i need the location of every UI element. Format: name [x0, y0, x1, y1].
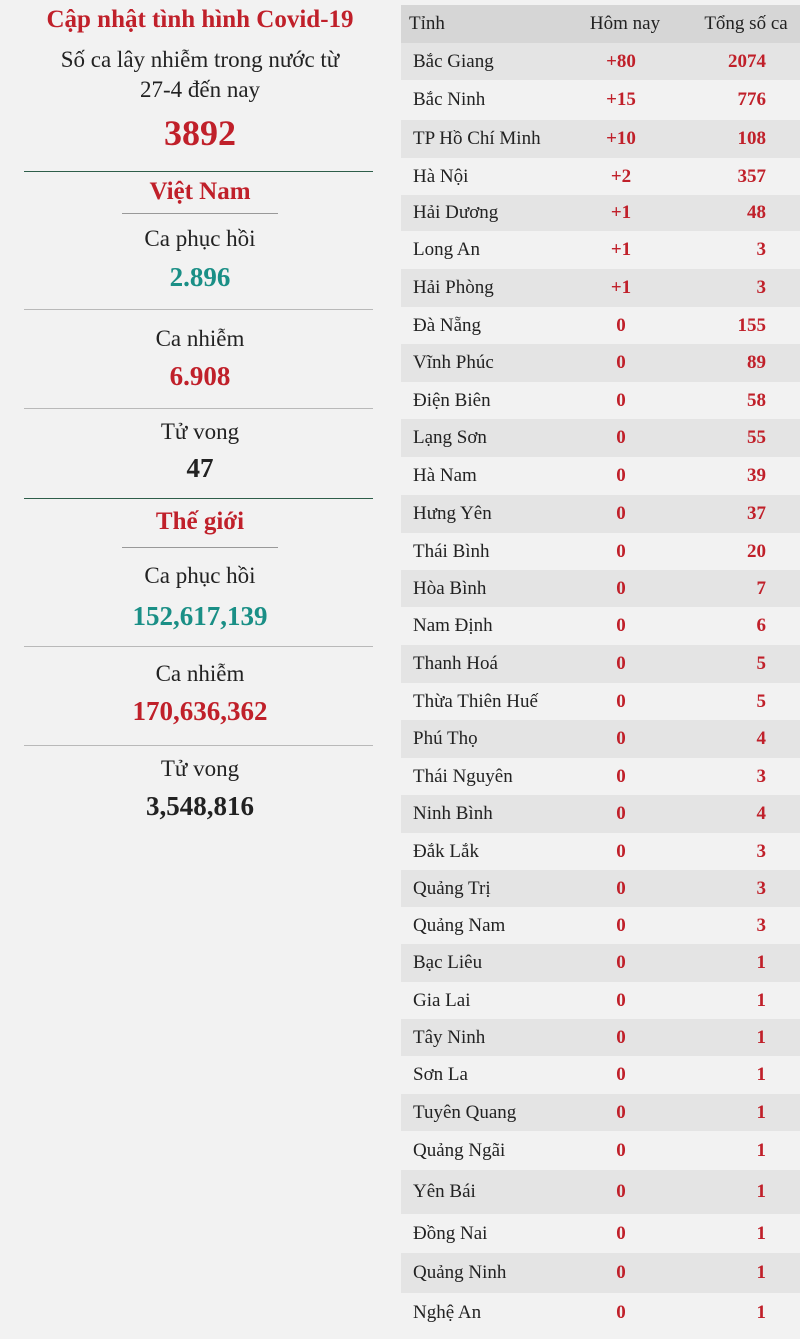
divider	[122, 547, 278, 548]
subtitle-line-1: Số ca lây nhiễm trong nước từ	[60, 47, 340, 72]
total-cell: 55	[747, 427, 766, 448]
world-recovered-value: 152,617,139	[132, 601, 268, 631]
total-cell: 1	[756, 1101, 766, 1123]
today-cell: +10	[606, 128, 636, 149]
table-row	[401, 833, 800, 870]
table-row	[401, 1293, 800, 1332]
province-cell: Tuyên Quang	[413, 1101, 517, 1123]
province-cell: Phú Thọ	[413, 728, 478, 749]
total-cell: 37	[747, 503, 766, 524]
world-heading: Thế giới	[155, 508, 245, 535]
total-cell: 1	[756, 1139, 766, 1161]
total-cell: 155	[737, 314, 766, 336]
table-row	[401, 195, 800, 231]
today-cell: 0	[616, 877, 626, 899]
today-cell: +15	[606, 89, 636, 110]
province-cell: Hòa Bình	[413, 577, 487, 599]
divider	[24, 171, 373, 172]
today-cell: 0	[616, 803, 626, 824]
total-cell: 39	[747, 465, 766, 486]
today-cell: 0	[616, 465, 626, 486]
table-row	[401, 344, 800, 382]
total-cell: 776	[737, 89, 766, 110]
total-cell: 3	[756, 239, 766, 260]
province-cell: Hà Nam	[413, 465, 477, 486]
table-row	[401, 80, 800, 120]
total-cell: 6	[756, 615, 766, 636]
today-cell: 0	[616, 540, 626, 562]
vn-infected-label: Ca nhiễm	[155, 326, 245, 351]
vn-recovered-value: 2.896	[169, 262, 231, 292]
table-row	[401, 982, 800, 1019]
today-cell: 0	[616, 352, 626, 373]
total-cell: 1	[756, 1301, 766, 1323]
world-infected-label: Ca nhiễm	[155, 661, 245, 686]
vn-deaths-label: Tử vong	[160, 419, 240, 444]
table-row	[401, 231, 800, 269]
province-cell: TP Hồ Chí Minh	[413, 128, 541, 149]
world-recovered-label: Ca phục hồi	[144, 563, 256, 588]
total-cell: 3	[756, 914, 766, 936]
world-deaths-label: Tử vong	[160, 756, 240, 781]
today-cell: 0	[616, 840, 626, 862]
province-cell: Yên Bái	[413, 1181, 476, 1202]
today-cell: 0	[616, 314, 626, 336]
province-cell: Lạng Sơn	[413, 427, 487, 448]
table-row	[401, 683, 800, 720]
province-cell: Hà Nội	[413, 165, 469, 187]
total-cell: 3	[756, 877, 766, 899]
province-cell: Vĩnh Phúc	[413, 352, 494, 373]
table-row	[401, 43, 800, 80]
domestic-total: 3892	[164, 113, 236, 153]
today-cell: 0	[616, 690, 626, 712]
province-cell: Ninh Bình	[413, 803, 493, 824]
province-cell: Sơn La	[413, 1064, 468, 1085]
today-cell: 0	[616, 427, 626, 448]
vn-infected-value: 6.908	[169, 361, 231, 391]
total-cell: 7	[756, 577, 766, 599]
province-cell: Đắk Lắk	[413, 840, 479, 862]
province-cell: Đà Nẵng	[413, 314, 482, 336]
table-row	[401, 1056, 800, 1094]
table-row	[401, 158, 800, 195]
today-cell: 0	[616, 389, 626, 411]
table-header	[401, 5, 800, 43]
table-row	[401, 533, 800, 570]
today-cell: +1	[610, 202, 632, 223]
world-infected-value: 170,636,362	[132, 696, 268, 726]
table-body	[401, 43, 800, 1332]
table-row	[401, 1253, 800, 1293]
total-cell: 1	[756, 1222, 766, 1244]
province-cell: Đồng Nai	[413, 1222, 488, 1244]
table-row	[401, 1131, 800, 1170]
province-cell: Hải Phòng	[413, 277, 494, 298]
today-cell: 0	[616, 989, 626, 1011]
total-cell: 4	[756, 728, 766, 749]
total-cell: 48	[747, 202, 766, 223]
today-cell: 0	[616, 765, 626, 787]
today-cell: 0	[616, 503, 626, 524]
table-row	[401, 1170, 800, 1214]
total-cell: 108	[737, 128, 766, 149]
total-cell: 4	[756, 803, 766, 824]
today-cell: 0	[616, 1101, 626, 1123]
table-row	[401, 419, 800, 457]
total-cell: 1	[756, 1262, 766, 1283]
table-row	[401, 758, 800, 795]
today-cell: +2	[610, 165, 632, 187]
today-cell: 0	[616, 1301, 626, 1323]
province-cell: Tây Ninh	[413, 1026, 486, 1048]
table-row	[401, 1214, 800, 1253]
table-row	[401, 570, 800, 607]
vn-deaths-value: 47	[186, 453, 214, 483]
total-cell: 3	[756, 765, 766, 787]
today-cell: 0	[616, 1262, 626, 1283]
table-row	[401, 795, 800, 833]
table-row	[401, 720, 800, 758]
subtitle	[0, 45, 400, 105]
total-cell: 5	[756, 690, 766, 712]
subtitle-line-2: 27-4 đến nay	[139, 77, 261, 102]
today-cell: 0	[616, 1064, 626, 1085]
province-cell: Điện Biên	[413, 389, 491, 411]
province-cell: Hải Dương	[413, 202, 499, 223]
province-cell: Bắc Giang	[413, 50, 494, 72]
divider	[122, 213, 278, 214]
table-row	[401, 944, 800, 982]
province-cell: Gia Lai	[413, 989, 471, 1011]
table-row	[401, 907, 800, 944]
province-cell: Thái Bình	[413, 540, 490, 562]
divider	[24, 408, 373, 409]
today-cell: 0	[616, 728, 626, 749]
total-cell: 1	[756, 1181, 766, 1202]
vn-recovered-label: Ca phục hồi	[144, 226, 256, 251]
table-row	[401, 645, 800, 683]
province-cell: Nghệ An	[413, 1301, 482, 1323]
table-row	[401, 607, 800, 645]
total-cell: 2074	[728, 50, 766, 72]
world-deaths-value: 3,548,816	[146, 791, 254, 821]
vietnam-heading: Việt Nam	[149, 178, 251, 205]
today-cell: 0	[616, 914, 626, 936]
page-title: Cập nhật tình hình Covid-19	[46, 6, 354, 33]
today-cell: 0	[616, 952, 626, 973]
total-cell: 1	[756, 1026, 766, 1048]
province-cell: Hưng Yên	[413, 503, 492, 524]
province-cell: Thái Nguyên	[413, 765, 513, 787]
province-cell: Thừa Thiên Huế	[413, 690, 538, 712]
today-cell: +1	[610, 277, 632, 298]
today-cell: 0	[616, 1222, 626, 1244]
total-cell: 1	[756, 952, 766, 973]
province-cell: Quảng Nam	[413, 914, 506, 936]
table-row	[401, 1094, 800, 1131]
divider	[24, 646, 373, 647]
header-today: Hôm nay	[589, 13, 661, 34]
divider	[24, 309, 373, 310]
divider	[24, 745, 373, 746]
province-cell: Bạc Liêu	[413, 952, 483, 973]
today-cell: 0	[616, 615, 626, 636]
table-row	[401, 1019, 800, 1056]
today-cell: 0	[616, 653, 626, 674]
province-table	[401, 5, 800, 1332]
table-row	[401, 307, 800, 344]
total-cell: 357	[737, 165, 766, 187]
total-cell: 3	[756, 277, 766, 298]
today-cell: 0	[616, 1139, 626, 1161]
table-row	[401, 269, 800, 307]
province-cell: Quảng Trị	[413, 877, 491, 899]
today-cell: 0	[616, 1026, 626, 1048]
today-cell: +80	[606, 50, 636, 72]
today-cell: +1	[610, 239, 632, 260]
total-cell: 89	[747, 352, 766, 373]
today-cell: 0	[616, 1181, 626, 1202]
province-cell: Nam Định	[413, 615, 493, 636]
header-province: Tỉnh	[409, 13, 445, 34]
province-cell: Bắc Ninh	[413, 89, 486, 110]
divider	[24, 498, 373, 499]
total-cell: 58	[747, 389, 766, 411]
table-row	[401, 457, 800, 495]
total-cell: 1	[756, 1064, 766, 1085]
table-row	[401, 382, 800, 419]
table-row	[401, 120, 800, 158]
total-cell: 20	[747, 540, 766, 562]
total-cell: 5	[756, 653, 766, 674]
province-cell: Thanh Hoá	[413, 653, 498, 674]
table-row	[401, 870, 800, 907]
header-total: Tổng số ca	[704, 13, 788, 34]
table-row	[401, 495, 800, 533]
province-cell: Long An	[413, 239, 481, 260]
province-cell: Quảng Ngãi	[413, 1139, 506, 1161]
province-cell: Quảng Ninh	[413, 1262, 507, 1283]
total-cell: 3	[756, 840, 766, 862]
today-cell: 0	[616, 577, 626, 599]
total-cell: 1	[756, 989, 766, 1011]
